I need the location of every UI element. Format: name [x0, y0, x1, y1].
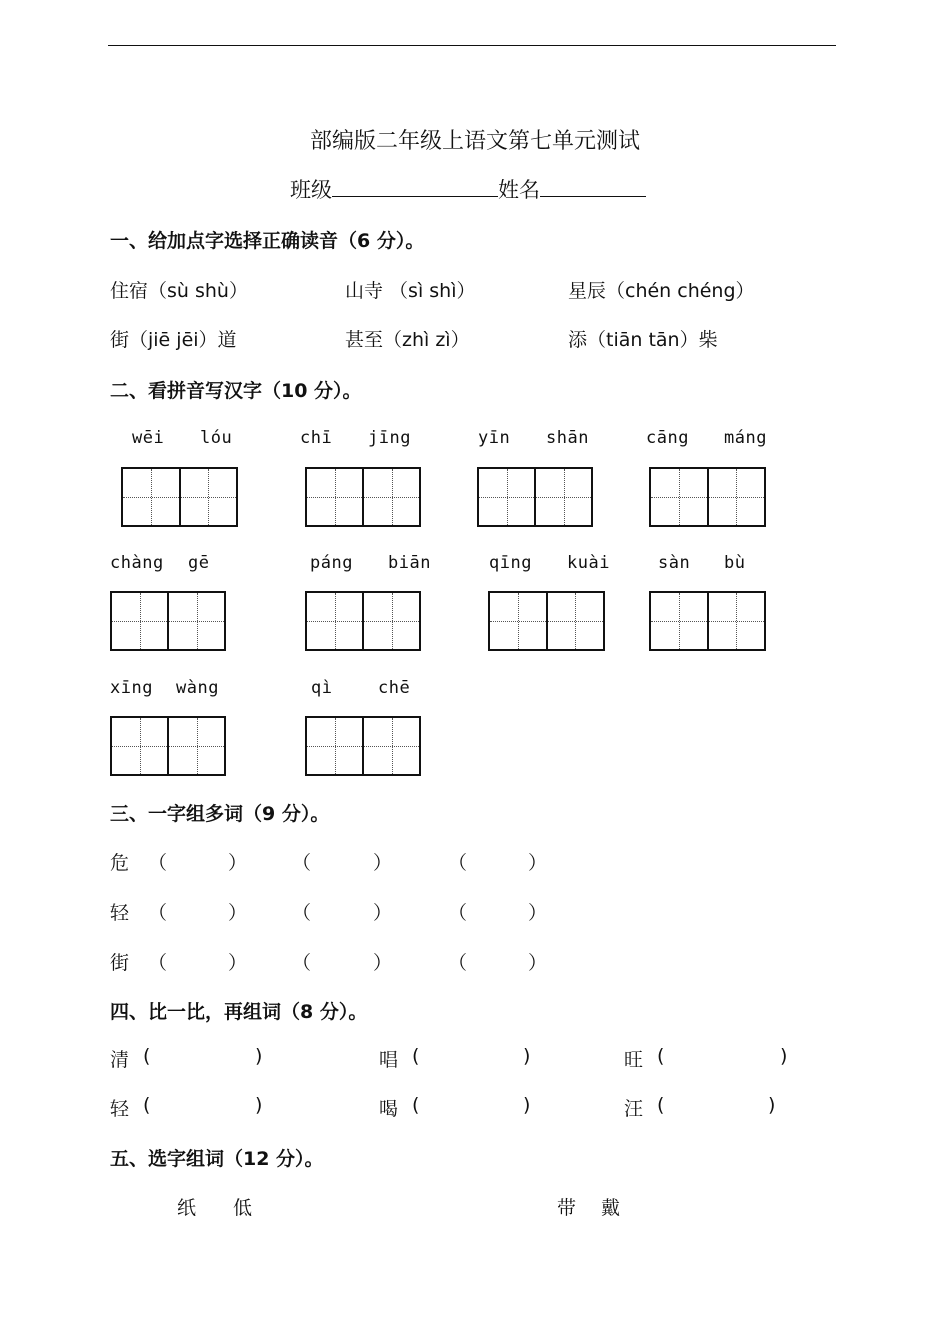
pinyin-label: wàng — [176, 678, 219, 698]
paren-close: ) — [768, 1094, 776, 1116]
pinyin-label: qì — [311, 678, 333, 698]
pinyin-label: chē — [378, 678, 411, 698]
pinyin-label: bù — [724, 553, 746, 573]
name-blank[interactable] — [540, 174, 646, 197]
section-3-heading: 三、一字组多词（9 分）。 — [110, 803, 330, 825]
pinyin-label: máng — [724, 428, 767, 448]
paren-open: （ — [148, 852, 168, 874]
class-label: 班级 — [290, 178, 332, 202]
section-4-heading: 四、比一比，再组词（8 分）。 — [110, 1001, 368, 1023]
writing-grid[interactable] — [649, 467, 766, 527]
section-2-heading: 二、看拼音写汉字（10 分）。 — [110, 380, 362, 402]
writing-grid[interactable] — [488, 591, 605, 651]
pinyin-label: chàng — [110, 553, 164, 573]
paren-close: ) — [523, 1045, 531, 1067]
pinyin-label: biān — [388, 553, 431, 573]
paren-open: （ — [292, 952, 312, 974]
writing-grid[interactable] — [110, 591, 226, 651]
page-title: 部编版二年级上语文第七单元测试 — [309, 129, 640, 154]
paren-open: （ — [292, 902, 312, 924]
paren-open: ( — [657, 1045, 665, 1067]
s4-char: 汪 — [624, 1098, 644, 1120]
s3-char: 轻 — [110, 902, 130, 924]
paren-open: （ — [292, 852, 312, 874]
paren-close: ) — [523, 1094, 531, 1116]
writing-grid[interactable] — [649, 591, 766, 651]
writing-grid[interactable] — [305, 467, 421, 527]
section-5-heading: 五、选字组词（12 分）。 — [110, 1148, 324, 1170]
paren-close: ) — [255, 1045, 263, 1067]
pinyin-label: gē — [188, 553, 210, 573]
paren-open: ( — [143, 1045, 151, 1067]
pinyin-label: páng — [310, 553, 353, 573]
paren-open: ( — [143, 1094, 151, 1116]
paren-open: （ — [448, 852, 468, 874]
s4-char: 喝 — [379, 1098, 399, 1120]
s5-char: 带 — [557, 1197, 577, 1219]
s5-char: 低 — [233, 1197, 253, 1219]
paren-close: ) — [780, 1045, 788, 1067]
pinyin-label: wēi — [132, 428, 165, 448]
s1-item: 住宿（sù shù） — [110, 280, 248, 302]
s4-char: 轻 — [110, 1098, 130, 1120]
class-name-line — [290, 174, 646, 204]
s3-char: 危 — [110, 852, 130, 874]
s1-item: 星辰（chén chéng） — [568, 280, 755, 302]
pinyin-label: sàn — [658, 553, 691, 573]
pinyin-label: yīn — [478, 428, 511, 448]
s5-char: 纸 — [177, 1197, 197, 1219]
paren-close: ) — [255, 1094, 263, 1116]
writing-grid[interactable] — [477, 467, 593, 527]
paren-open: （ — [148, 952, 168, 974]
pinyin-label: xīng — [110, 678, 153, 698]
paren-close: ） — [528, 852, 548, 874]
pinyin-label: qīng — [489, 553, 532, 573]
paren-open: ( — [412, 1045, 420, 1067]
s4-char: 旺 — [624, 1049, 644, 1071]
paren-close: ） — [528, 902, 548, 924]
writing-grid[interactable] — [305, 591, 421, 651]
writing-grid[interactable] — [121, 467, 238, 527]
s1-item: 甚至（zhì zì） — [345, 329, 470, 351]
pinyin-label: cāng — [646, 428, 689, 448]
writing-grid[interactable] — [110, 716, 226, 776]
class-blank[interactable] — [332, 174, 498, 197]
paren-open: ( — [657, 1094, 665, 1116]
s4-char: 唱 — [379, 1049, 399, 1071]
s4-char: 清 — [110, 1049, 130, 1071]
paren-close: ） — [528, 952, 548, 974]
s1-item: 山寺 （sì shì） — [345, 280, 476, 302]
pinyin-label: chī — [300, 428, 333, 448]
s5-char: 戴 — [601, 1197, 621, 1219]
paren-open: （ — [448, 902, 468, 924]
paren-close: ） — [228, 902, 248, 924]
pinyin-label: kuài — [567, 553, 610, 573]
paren-open: （ — [148, 902, 168, 924]
section-1-heading: 一、给加点字选择正确读音（6 分）。 — [110, 230, 425, 252]
paren-close: ） — [373, 902, 393, 924]
writing-grid[interactable] — [305, 716, 421, 776]
name-label: 姓名 — [498, 178, 540, 202]
paren-close: ） — [373, 852, 393, 874]
paren-close: ） — [228, 952, 248, 974]
paren-open: （ — [448, 952, 468, 974]
paren-close: ） — [373, 952, 393, 974]
pinyin-label: jīng — [368, 428, 411, 448]
s1-item: 添（tiān tān）柴 — [568, 329, 718, 351]
s3-char: 街 — [110, 952, 130, 974]
paren-close: ） — [228, 852, 248, 874]
header-rule — [108, 45, 836, 46]
pinyin-label: shān — [546, 428, 589, 448]
s1-item: 街（jiē jēi）道 — [110, 329, 237, 351]
pinyin-label: lóu — [200, 428, 233, 448]
paren-open: ( — [412, 1094, 420, 1116]
